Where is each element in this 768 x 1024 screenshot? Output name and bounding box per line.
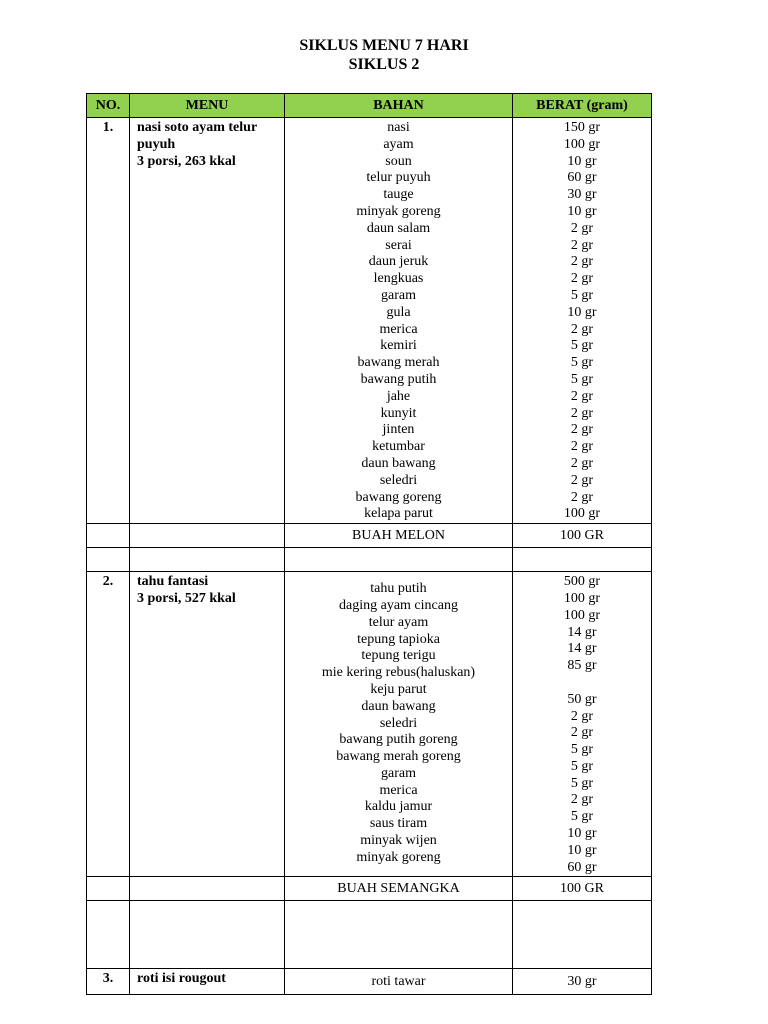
berat-item: 10 gr — [567, 842, 597, 858]
berat-item: 2 gr — [570, 405, 594, 421]
fruit-row-2 — [87, 877, 652, 901]
berat-list — [513, 118, 652, 524]
berat-item: 2 gr — [570, 489, 594, 505]
bahan-item: minyak wijen — [360, 833, 437, 849]
bahan-item: kemiri — [380, 338, 417, 354]
bahan-item: garam — [381, 765, 416, 781]
berat-item: 2 gr — [570, 271, 594, 287]
menu-number: 1. — [87, 118, 130, 524]
berat-item: 100 gr — [563, 607, 601, 623]
berat-item: 85 gr — [567, 658, 597, 674]
berat-item: 100 gr — [563, 136, 601, 152]
berat-item: 2 gr — [570, 439, 594, 455]
berat-item: 30 gr — [513, 969, 652, 995]
menu-name: roti isi rougout — [130, 969, 285, 995]
bahan-item: merica — [379, 782, 418, 798]
berat-item: 50 gr — [567, 691, 597, 707]
berat-item: 5 gr — [570, 355, 594, 371]
bahan-item: jahe — [386, 388, 411, 404]
bahan-item: jinten — [382, 422, 415, 438]
berat-item: 5 gr — [570, 809, 594, 825]
berat-item: 2 gr — [570, 388, 594, 404]
fruit-name: BUAH MELON — [285, 524, 513, 548]
menu-name-line: tahu fantasi — [137, 574, 209, 590]
menu-name-line: puyuh — [137, 136, 176, 152]
berat-item: 150 gr — [563, 120, 601, 135]
bahan-item: lengkuas — [373, 271, 424, 287]
berat-item: 2 gr — [570, 254, 594, 270]
bahan-item: minyak goreng — [356, 203, 441, 219]
menu-row-2 — [87, 572, 652, 877]
berat-item: 10 gr — [567, 826, 597, 842]
bahan-item: roti tawar — [285, 969, 513, 995]
bahan-item: garam — [381, 287, 416, 303]
spacer-row — [87, 901, 652, 969]
berat-item: 2 gr — [570, 725, 594, 741]
header-bahan: BAHAN — [285, 94, 513, 118]
menu-number: 3. — [87, 969, 130, 995]
bahan-item: tauge — [383, 187, 414, 203]
berat-item: 14 gr — [567, 624, 597, 640]
bahan-item: telur puyuh — [366, 170, 431, 186]
bahan-item: seledri — [379, 472, 418, 488]
berat-item: 2 gr — [570, 220, 594, 236]
document-titles — [0, 36, 768, 74]
bahan-item: minyak goreng — [356, 849, 441, 865]
berat-item: 5 gr — [570, 371, 594, 387]
berat-item: 30 gr — [567, 187, 597, 203]
bahan-item: daun bawang — [361, 455, 436, 471]
bahan-item: bawang merah — [357, 355, 440, 371]
berat-item: 2 gr — [570, 237, 594, 253]
berat-item: 60 gr — [567, 170, 597, 186]
berat-item: 5 gr — [570, 338, 594, 354]
menu-number: 2. — [87, 572, 130, 877]
menu-row-1 — [87, 118, 652, 524]
berat-item: 5 gr — [570, 287, 594, 303]
fruit-weight: 100 GR — [513, 524, 652, 548]
bahan-item: mie kering rebus(haluskan) — [321, 665, 476, 681]
bahan-item: ayam — [383, 136, 414, 152]
berat-item: 5 gr — [570, 775, 594, 791]
berat-item: 2 gr — [570, 321, 594, 337]
bahan-item: ketumbar — [372, 439, 425, 455]
menu-table — [86, 93, 652, 995]
menu-portion: 3 porsi, 527 kkal — [137, 590, 236, 606]
header-no: NO. — [87, 94, 130, 118]
berat-item — [513, 675, 651, 692]
header-menu: MENU — [130, 94, 285, 118]
berat-item: 10 gr — [567, 153, 597, 169]
bahan-item: tepung terigu — [361, 648, 436, 664]
document-subtitle: SIKLUS 2 — [348, 56, 420, 73]
berat-item: 2 gr — [570, 422, 594, 438]
bahan-item: bawang goreng — [355, 489, 442, 505]
bahan-item: daun bawang — [361, 698, 436, 714]
bahan-item: tepung tapioka — [357, 631, 440, 647]
berat-item: 2 gr — [570, 472, 594, 488]
menu-name-line: nasi soto ayam telur — [137, 120, 258, 135]
bahan-list — [285, 572, 513, 877]
menu-row-3 — [87, 969, 652, 995]
berat-item: 2 gr — [570, 792, 594, 808]
berat-item: 5 gr — [570, 758, 594, 774]
bahan-item: daun salam — [366, 220, 431, 236]
berat-list — [513, 572, 652, 877]
bahan-item: merica — [379, 321, 418, 337]
berat-item: 10 gr — [567, 304, 597, 320]
bahan-item: serai — [385, 237, 412, 253]
bahan-item: kunyit — [380, 405, 417, 421]
bahan-item: seledri — [379, 715, 418, 731]
berat-item: 500 gr — [563, 574, 601, 590]
document-title: SIKLUS MENU 7 HARI — [299, 37, 469, 54]
menu-portion: 3 porsi, 263 kkal — [137, 153, 236, 169]
bahan-item: daun jeruk — [368, 254, 429, 270]
fruit-weight: 100 GR — [513, 877, 652, 901]
berat-item: 100 gr — [563, 506, 601, 522]
bahan-item: daging ayam cincang — [339, 597, 458, 613]
bahan-item: saus tiram — [369, 816, 428, 832]
bahan-item: kaldu jamur — [364, 799, 433, 815]
bahan-item: bawang merah goreng — [336, 749, 461, 765]
bahan-item: bawang putih goreng — [339, 732, 458, 748]
bahan-item: nasi — [387, 120, 410, 135]
bahan-list — [285, 118, 513, 524]
berat-item: 10 gr — [567, 203, 597, 219]
spacer-row — [87, 548, 652, 572]
berat-item: 2 gr — [570, 455, 594, 471]
menu-name-cell — [130, 572, 285, 877]
header-row — [87, 94, 652, 118]
berat-item: 14 gr — [567, 641, 597, 657]
berat-item: 100 gr — [563, 590, 601, 606]
berat-item: 2 gr — [570, 708, 594, 724]
bahan-item: keju parut — [370, 681, 427, 697]
bahan-item: tahu putih — [370, 581, 427, 597]
header-berat: BERAT (gram) — [513, 94, 652, 118]
bahan-item: soun — [385, 153, 412, 169]
berat-item: 5 gr — [570, 742, 594, 758]
bahan-item: kelapa parut — [364, 506, 433, 522]
berat-item: 60 gr — [567, 859, 597, 875]
fruit-name: BUAH SEMANGKA — [285, 877, 513, 901]
fruit-row-1 — [87, 524, 652, 548]
menu-name-cell — [130, 118, 285, 524]
bahan-item: bawang putih — [360, 371, 437, 387]
bahan-item: telur ayam — [368, 614, 429, 630]
bahan-item: gula — [386, 304, 411, 320]
